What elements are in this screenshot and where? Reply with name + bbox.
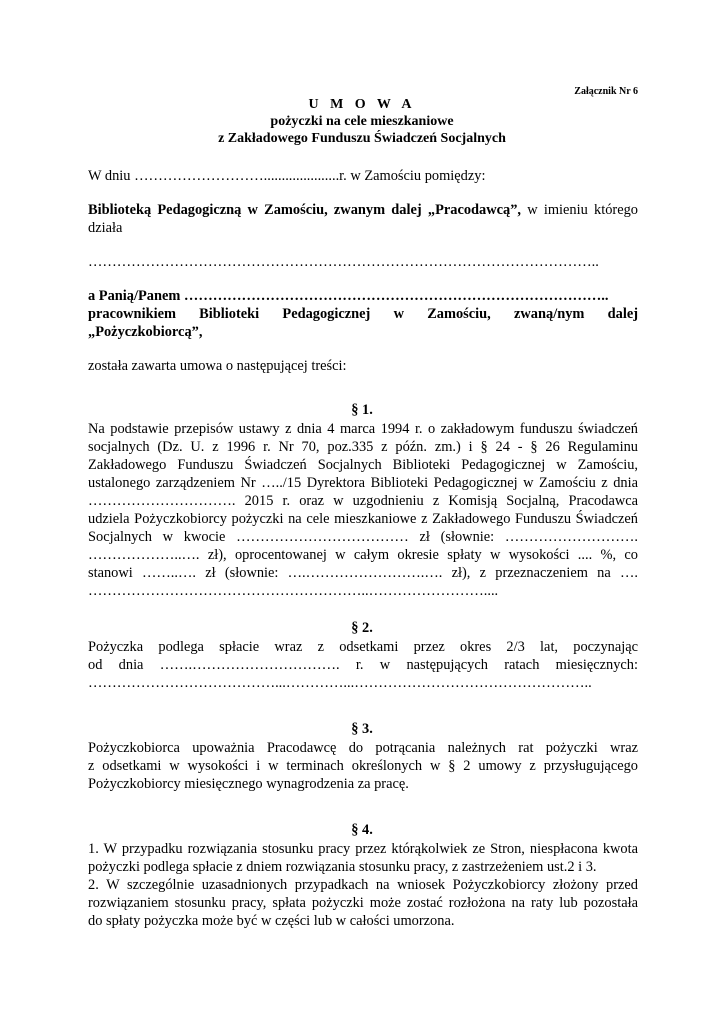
party1-name: Biblioteką Pedagogiczną w Zamościu, zwanym dalej „Pracodawcą”,	[88, 202, 522, 218]
date-line: W dniu ……………………….....................r. w Zamościu pomiędzy:	[88, 168, 486, 184]
section-3-heading: § 3.	[351, 721, 373, 737]
party1-rest: w imieniu którego	[521, 202, 638, 218]
section-4-line: 1. W przypadku rozwiązania stosunku pracy przez którąkolwiek ze Stron, niespłacona kwota	[88, 841, 638, 857]
section-4-line: do spłaty pożyczka może być w części lub w całości umorzona.	[88, 913, 455, 929]
section-1-line: Na podstawie przepisów ustawy z dnia 4 marca 1994 r. o zakładowym funduszu świadczeń	[88, 421, 638, 437]
section-1-line: Zakładowego Funduszu Świadczeń Socjalnych Biblioteki Pedagogicznej w Zamościu,	[88, 457, 638, 473]
contract-subtitle-fund: z Zakładowego Funduszu Świadczeń Socjalnych	[218, 131, 506, 146]
section-1-line: ………………..…. zł), oprocentowanej w całym okresie spłaty w wysokości .... %, co	[88, 547, 638, 563]
party1-line1	[88, 201, 638, 219]
contract-subtitle: pożyczki na cele mieszkaniowe	[270, 114, 454, 129]
section-2-heading: § 2.	[351, 620, 373, 636]
party2-line1: a Panią/Panem ……………………………………………………………………………..	[88, 288, 609, 304]
section-1-line: socjalnych (Dz. U. z 1996 r. Nr 70, poz.335 z późn. zm.) i § 24 - § 26 Regulaminu	[88, 439, 638, 455]
annex-label: Załącznik Nr 6	[574, 86, 638, 97]
section-2-line: od dnia …….…………………………. r. w następujących ratach miesięcznych:	[88, 657, 638, 673]
section-1-heading: § 1.	[351, 402, 373, 418]
party2-line2: pracownikiem Biblioteki Pedagogicznej w Zamościu, zwaną/nym dalej	[88, 306, 638, 322]
section-2-line: Pożyczka podlega spłacie wraz z odsetkami przez okres 2/3 lat, poczynając	[88, 639, 638, 655]
section-1-line: …………………………. 2015 r. oraz w uzgodnieniu z Komisją Socjalną, Pracodawca	[88, 493, 638, 509]
party1-line2: działa	[88, 220, 123, 236]
section-1-line: Socjalnych w kwocie ……………………………… zł (słownie: ……………………….	[88, 529, 638, 545]
section-3-line: z odsetkami w wysokości i w terminach określonych w § 2 umowy z przysługującego	[88, 758, 638, 774]
section-4-heading: § 4.	[351, 822, 373, 838]
section-2-line: …………………………………...…………...…………………………………………..	[88, 675, 592, 691]
section-4-line: pożyczki podlega spłacie z dniem rozwiązania stosunku pracy, z zastrzeżeniem ust.2 i 3.	[88, 859, 597, 875]
section-1-line: …………………………………………………..……………………....	[88, 583, 499, 599]
section-3-line: Pożyczkobiorcy miesięcznego wynagrodzenia za pracę.	[88, 776, 409, 792]
section-4-line: 2. W szczególnie uzasadnionych przypadkach na wniosek Pożyczkobiorcy złożony przed	[88, 877, 638, 893]
contract-title: U M O W A	[308, 97, 416, 112]
intro-text: została zawarta umowa o następującej treści:	[88, 358, 347, 374]
section-1-line: ustalonego zarządzeniem Nr …../15 Dyrektora Biblioteki Pedagogicznej w Zamościu z dnia	[88, 475, 638, 491]
section-3-line: Pożyczkobiorca upoważnia Pracodawcę do potrącania należnych rat pożyczki wraz	[88, 740, 638, 756]
section-4-line: rozwiązaniem stosunku pracy, spłata pożyczki może zostać rozłożona na raty lub pozostała	[88, 895, 638, 911]
section-1-line: stanowi ……..…. zł (słownie: ….…………………….…. zł), z przeznaczeniem na ….	[88, 565, 638, 581]
party2-line3: „Pożyczkobiorcą”,	[88, 324, 203, 340]
section-1-line: udziela Pożyczkobiorcy pożyczki na cele mieszkaniowe z Zakładowego Funduszu Świadczeń	[88, 511, 638, 527]
representative-dotted-line: ……………………………………………………………………………………………..	[88, 254, 599, 270]
